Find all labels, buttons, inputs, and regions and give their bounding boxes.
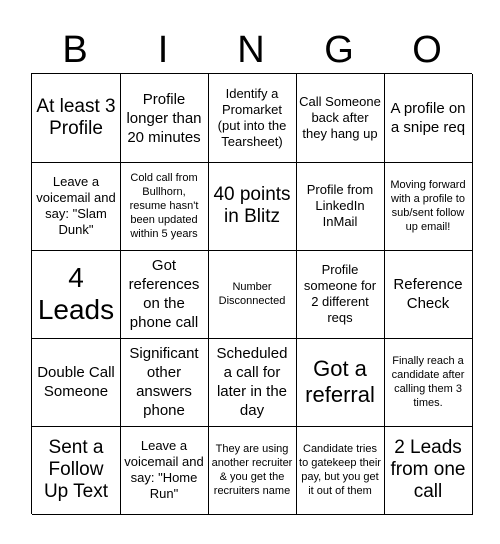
bingo-cell-r1-c3[interactable] — [208, 74, 297, 163]
cell-text: Call Someone back after they hang up — [299, 94, 381, 141]
bingo-cell-r1-c1[interactable] — [32, 74, 121, 163]
header-letter-i: I — [157, 29, 169, 71]
cell-text: Leave a voicemail and say: "Home Run" — [124, 438, 204, 501]
cell-text: Profile someone for 2 different reqs — [303, 262, 377, 325]
cell-text: Candidate tries to gatekeep their pay, but you get it out of them — [299, 443, 381, 497]
bingo-cell-r5-c1[interactable] — [32, 426, 121, 515]
bingo-cell-r1-c2[interactable] — [120, 74, 209, 163]
bingo-cell-r1-c5[interactable] — [384, 74, 473, 163]
bingo-cell-r5-c5[interactable] — [384, 426, 473, 515]
cell-text: Got references on the phone call — [128, 257, 200, 331]
cell-text: Profile longer than 20 minutes — [126, 90, 202, 146]
header-letter-n: N — [237, 29, 265, 71]
bingo-cell-r3-c5[interactable] — [384, 250, 473, 339]
header-letter-o: O — [412, 29, 442, 71]
bingo-cell-r5-c3[interactable] — [208, 426, 297, 515]
bingo-cell-r1-c4[interactable] — [296, 74, 385, 163]
cell-text: Profile from LinkedIn InMail — [306, 182, 374, 229]
cell-text: Finally reach a candidate after calling them 3 times. — [391, 355, 465, 409]
cell-text: At least 3 Profile — [36, 96, 116, 139]
bingo-header — [31, 28, 471, 73]
cell-text: Scheduled a call for later in the day — [216, 345, 288, 419]
cell-text: Cold call from Bullhorn, resume hasn't been updated within 5 years — [129, 172, 199, 240]
bingo-cell-r2-c4[interactable] — [296, 162, 385, 251]
bingo-cell-r4-c4[interactable] — [296, 338, 385, 427]
bingo-cell-r3-c2[interactable] — [120, 250, 209, 339]
cell-text: 2 Leads from one call — [390, 437, 466, 502]
cell-text: Identify a Promarket (put into the Tearsheet) — [217, 86, 287, 149]
cell-text: Significant other answers phone — [129, 345, 199, 419]
bingo-cell-r5-c2[interactable] — [120, 426, 209, 515]
bingo-cell-r2-c5[interactable] — [384, 162, 473, 251]
cell-text: They are using another recruiter & you get the recruiters name — [211, 443, 293, 497]
cell-text: A profile on a snipe req — [390, 100, 466, 136]
header-letter-b: B — [62, 29, 88, 71]
bingo-cell-r3-c1[interactable] — [32, 250, 121, 339]
bingo-cell-r4-c2[interactable] — [120, 338, 209, 427]
cell-text: Sent a Follow Up Text — [43, 437, 109, 502]
bingo-cell-r5-c4[interactable] — [296, 426, 385, 515]
bingo-cell-r4-c5[interactable] — [384, 338, 473, 427]
bingo-cell-r2-c1[interactable] — [32, 162, 121, 251]
cell-text: 40 points in Blitz — [213, 184, 291, 227]
cell-text: Double Call Someone — [37, 364, 115, 400]
header-letter-g: G — [324, 29, 354, 71]
bingo-cell-r3-c4[interactable] — [296, 250, 385, 339]
bingo-cell-r4-c3[interactable] — [208, 338, 297, 427]
bingo-cell-r3-c3[interactable] — [208, 250, 297, 339]
cell-text: Number Disconnected — [218, 281, 286, 307]
bingo-cell-r2-c2[interactable] — [120, 162, 209, 251]
bingo-cell-r2-c3[interactable] — [208, 162, 297, 251]
bingo-grid — [31, 73, 472, 514]
cell-text: Leave a voicemail and say: "Slam Dunk" — [36, 174, 116, 237]
cell-text: Reference Check — [393, 276, 463, 312]
bingo-cell-r4-c1[interactable] — [32, 338, 121, 427]
cell-text: 4 Leads — [37, 262, 115, 325]
cell-text: Got a referral — [305, 356, 375, 407]
cell-text: Moving forward with a profile to sub/sent follow up email! — [390, 179, 466, 233]
